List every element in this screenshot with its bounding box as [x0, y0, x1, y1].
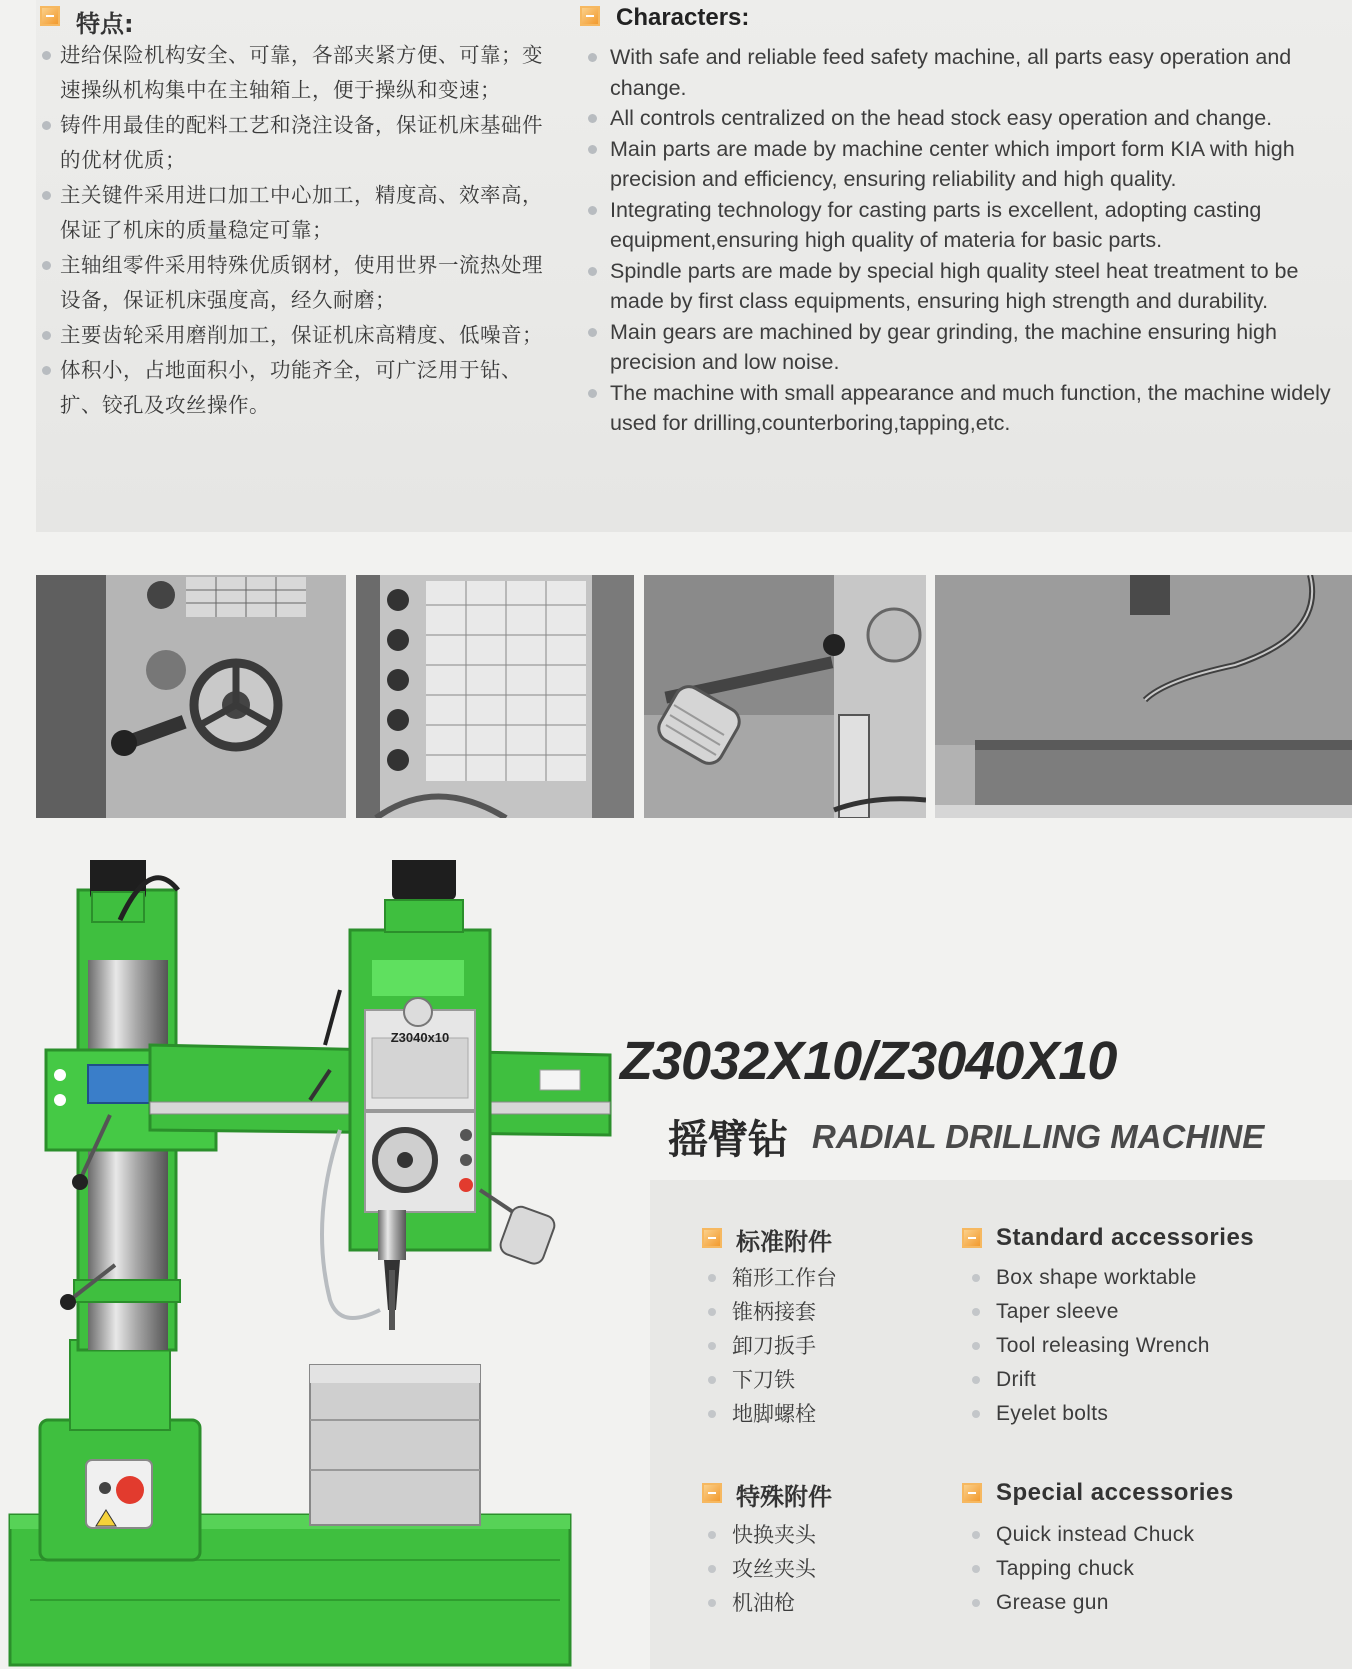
features-heading-cn: 特点: — [76, 10, 134, 38]
bullet-icon — [708, 1308, 716, 1316]
bullet-icon — [708, 1565, 716, 1573]
orange-square-icon — [702, 1228, 722, 1248]
bullet-icon — [42, 51, 51, 60]
accessory-item-en: Tool releasing Wrench — [966, 1329, 1210, 1363]
special-list-cn — [702, 1518, 816, 1620]
accessory-item-en: Eyelet bolts — [966, 1397, 1210, 1431]
accessory-item-cn: 箱形工作台 — [702, 1261, 837, 1295]
bullet-icon — [972, 1274, 980, 1282]
bullet-icon — [708, 1342, 716, 1350]
bullet-icon — [588, 389, 597, 398]
feature-item-en: Main parts are made by machine center which import form KIA with high precision and efficiency, ensuring reliability and high quality. — [584, 134, 1344, 195]
bullet-icon — [972, 1565, 980, 1573]
accessory-item-cn: 机油枪 — [702, 1586, 816, 1620]
bullet-icon — [972, 1410, 980, 1418]
special-heading-cn: 特殊附件 — [736, 1483, 832, 1511]
orange-square-icon — [40, 6, 60, 26]
feature-item-en: The machine with small appearance and much function, the machine widely used for drilling,counterboring,tapping,etc. — [584, 378, 1344, 439]
accessory-item-cn: 地脚螺栓 — [702, 1397, 837, 1431]
bullet-icon — [42, 191, 51, 200]
feature-item-cn: 进给保险机构安全、可靠，各部夹紧方便、可靠；变速操纵机构集中在主轴箱上，便于操纵和变速； — [40, 38, 560, 108]
bullet-icon — [588, 145, 597, 154]
standard-heading-en: Standard accessories — [996, 1224, 1255, 1251]
accessory-item-cn: 卸刀扳手 — [702, 1329, 837, 1363]
special-heading-en: Special accessories — [996, 1479, 1234, 1506]
bullet-icon — [972, 1342, 980, 1350]
bullet-icon — [42, 331, 51, 340]
accessory-item-cn: 下刀铁 — [702, 1363, 837, 1397]
accessory-item-en: Grease gun — [966, 1586, 1194, 1620]
special-list-en — [966, 1518, 1194, 1620]
features-heading-en: Characters: — [616, 4, 750, 31]
accessory-item-en: Box shape worktable — [966, 1261, 1210, 1295]
bullet-icon — [42, 366, 51, 375]
feature-item-cn: 主要齿轮采用磨削加工，保证机床高精度、低噪音； — [40, 318, 560, 353]
bullet-icon — [972, 1531, 980, 1539]
accessory-item-cn: 攻丝夹头 — [702, 1552, 816, 1586]
bullet-icon — [588, 267, 597, 276]
orange-square-icon — [580, 6, 600, 26]
bullet-icon — [972, 1308, 980, 1316]
bullet-icon — [588, 206, 597, 215]
standard-list-en — [966, 1261, 1210, 1431]
bullet-icon — [708, 1410, 716, 1418]
accessory-item-cn: 锥柄接套 — [702, 1295, 837, 1329]
machine-model-label: Z3040x10 — [390, 1030, 450, 1045]
feed-handwheel-photo — [36, 575, 346, 818]
features-list-en — [584, 42, 1344, 439]
radial-drill-illustration — [0, 860, 660, 1669]
standard-list-cn — [702, 1261, 837, 1431]
bullet-icon — [42, 121, 51, 130]
feature-item-en: Integrating technology for casting parts is excellent, adopting casting equipment,ensuring high quality of materia for basic parts. — [584, 195, 1344, 256]
standard-heading-cn: 标准附件 — [736, 1228, 832, 1256]
accessory-item-en: Drift — [966, 1363, 1210, 1397]
accessory-item-en: Taper sleeve — [966, 1295, 1210, 1329]
clamp-lever-photo — [644, 575, 926, 818]
accessory-item-en: Tapping chuck — [966, 1552, 1194, 1586]
feature-item-en: Spindle parts are made by special high quality steel heat treatment to be made by first class equipments, ensuring high strength and durability. — [584, 256, 1344, 317]
orange-square-icon — [962, 1483, 982, 1503]
bullet-icon — [588, 114, 597, 123]
bullet-icon — [588, 328, 597, 337]
feature-item-cn: 主关键件采用进口加工中心加工，精度高、效率高，保证了机床的质量稳定可靠； — [40, 178, 560, 248]
model-number: Z3032X10/Z3040X10 — [620, 1031, 1117, 1091]
bullet-icon — [708, 1274, 716, 1282]
bullet-icon — [972, 1376, 980, 1384]
accessory-item-cn: 快换夹头 — [702, 1518, 816, 1552]
bullet-icon — [708, 1531, 716, 1539]
features-list-cn — [40, 38, 560, 423]
bullet-icon — [708, 1599, 716, 1607]
speed-table-panel-photo — [356, 575, 634, 818]
title-cn: 摇臂钻 — [668, 1117, 788, 1163]
coolant-pipe-photo — [935, 575, 1352, 818]
feature-item-en: All controls centralized on the head stock easy operation and change. — [584, 103, 1344, 134]
bullet-icon — [42, 261, 51, 270]
orange-square-icon — [962, 1228, 982, 1248]
bullet-icon — [708, 1376, 716, 1384]
feature-item-cn: 铸件用最佳的配料工艺和浇注设备，保证机床基础件的优材优质； — [40, 108, 560, 178]
feature-item-cn: 体积小，占地面积小，功能齐全，可广泛用于钻、扩、铰孔及攻丝操作。 — [40, 353, 560, 423]
feature-item-cn: 主轴组零件采用特殊优质钢材，使用世界一流热处理设备，保证机床强度高，经久耐磨； — [40, 248, 560, 318]
bullet-icon — [972, 1599, 980, 1607]
title-en: RADIAL DRILLING MACHINE — [812, 1118, 1265, 1155]
feature-item-en: Main gears are machined by gear grinding, the machine ensuring high precision and low noise. — [584, 317, 1344, 378]
accessory-item-en: Quick instead Chuck — [966, 1518, 1194, 1552]
orange-square-icon — [702, 1483, 722, 1503]
bullet-icon — [588, 53, 597, 62]
feature-item-en: With safe and reliable feed safety machine, all parts easy operation and change. — [584, 42, 1344, 103]
